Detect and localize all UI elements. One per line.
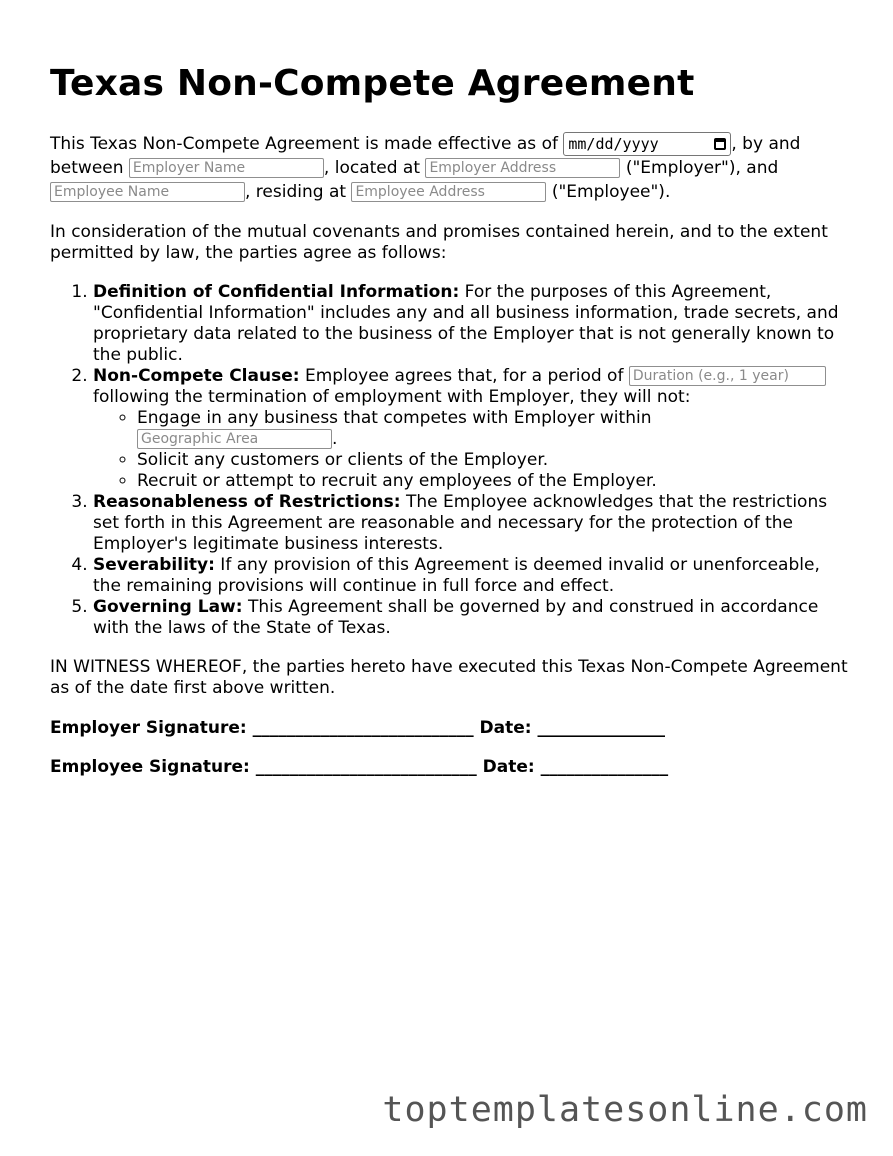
clause-item (93, 555, 850, 597)
clause-text: This Agreement shall be governed by and construed in accordance with the laws of the State of Texas. (93, 597, 819, 638)
clause-text: The Employee acknowledges that the restrictions set forth in this Agreement are reasonable and necessary for the protection of the Employer's legitimate business interests. (93, 492, 828, 554)
clause-heading: Definition of Confidential Information: (93, 282, 460, 302)
duration-input[interactable] (629, 366, 826, 386)
intro-text-6: ("Employee"). (546, 182, 671, 202)
intro-text-2: , by and between (50, 134, 801, 178)
clause-text: For the purposes of this Agreement, "Confidential Information" includes any and all business information, trade secrets, and proprietary data related to the business of the Employer that is not generally known to the public. (93, 282, 839, 365)
intro-text-3: , located at (323, 158, 426, 178)
clause-item (93, 282, 850, 366)
employee-signature-line: Employee Signature: __________________________ Date: _______________ (50, 757, 669, 777)
intro-text-4: ("Employer"), and (620, 158, 779, 178)
watermark: toptemplatesonline.com (382, 1090, 868, 1130)
clause-text: If any provision of this Agreement is deemed invalid or unenforceable, the remaining provisions will continue in full force and effect. (93, 555, 820, 596)
clause-list (50, 282, 850, 639)
consideration-paragraph: In consideration of the mutual covenants and promises contained herein, and to the extent permitted by law, the parties agree as follows: (50, 222, 828, 263)
restriction-list (93, 408, 850, 492)
employer-address-input[interactable] (425, 158, 620, 178)
witness-paragraph: IN WITNESS WHEREOF, the parties hereto have executed this Texas Non-Compete Agreement as of the date first above written. (50, 657, 848, 698)
employee-address-input[interactable] (351, 182, 546, 202)
intro-text-1: This Texas Non-Compete Agreement is made effective as of (50, 134, 564, 154)
date-placeholder: mm/dd/yyyy (568, 135, 659, 153)
intro-text-5: , residing at (245, 182, 352, 202)
restriction-text: . (332, 429, 338, 449)
list-item: ◦ Recruit or attempt to recruit any employees of the Employer. (137, 471, 850, 492)
list-item (137, 408, 850, 450)
employer-name-input[interactable] (129, 158, 324, 178)
document-page (50, 62, 850, 795)
clause-heading: Non-Compete Clause: (93, 366, 300, 386)
list-item: ◦ Solicit any customers or clients of the Employer. (137, 450, 850, 471)
clause-item (93, 492, 850, 555)
effective-date-input[interactable] (563, 132, 731, 156)
clause-heading: Severability: (93, 555, 215, 575)
restriction-text: Engage in any business that competes with Employer within (137, 408, 652, 428)
clause-heading: Governing Law: (93, 597, 243, 617)
clause-heading: Reasonableness of Restrictions: (93, 492, 401, 512)
page-title: Texas Non-Compete Agreement (50, 63, 695, 104)
calendar-icon[interactable] (714, 138, 726, 150)
employee-name-input[interactable] (50, 182, 245, 202)
clause-item (93, 597, 850, 639)
clause-item (93, 366, 850, 492)
clause-text: following the termination of employment with Employer, they will not: (93, 387, 691, 407)
geographic-area-input[interactable] (137, 429, 332, 449)
intro-paragraph (50, 132, 850, 204)
clause-text: Employee agrees that, for a period of (299, 366, 629, 386)
employer-signature-line: Employer Signature: __________________________ Date: _______________ (50, 718, 665, 738)
